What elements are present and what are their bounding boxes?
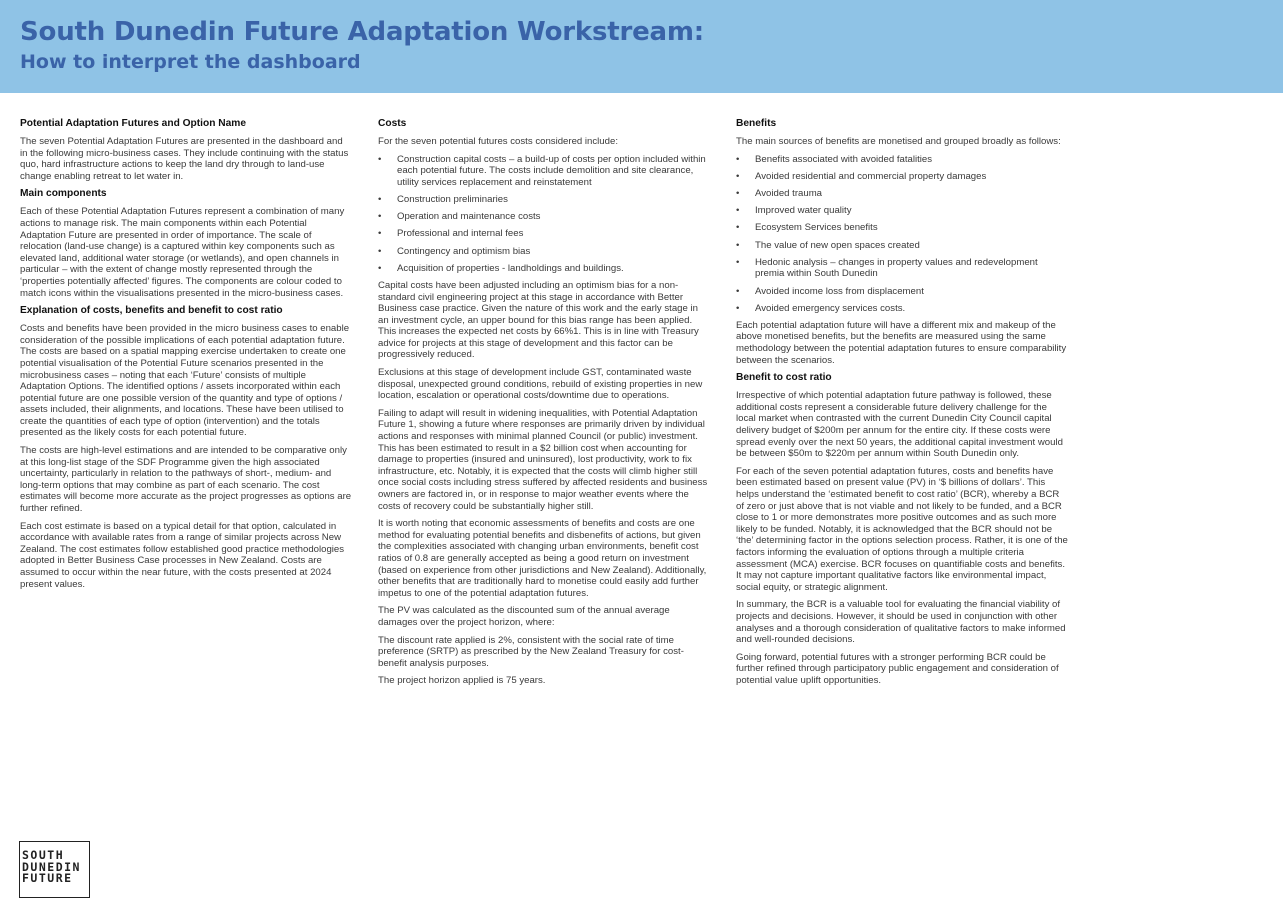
paragraph: Each potential adaptation future will have a different mix and makeup of the above monetised benefits, but the benefits are measured using the same methodology between the potential adaptation futures to ensure comparability between the scenarios. <box>736 319 1067 366</box>
bullet-icon: • <box>736 285 740 297</box>
list-item: • Improved water quality <box>736 205 852 217</box>
paragraph: Failing to adapt will result in widening inequalities, with Potential Adaptation Future 1, showing a future where responses are primarily driven by individual actions and responses with minimal planned Council (or public) investment. This has been estimated to result in a $2 billion cost when accounting for damage to properties (insured and uninsured), lost productivity, work to fix infrastructure, etc. Notably, it is expected that the costs will climb higher still once social costs including stress suffered by affected residents and business owners are factored in, or in response to major weather events where the costs of recovery could be substantially higher still. <box>378 407 708 512</box>
paragraph: Exclusions at this stage of development include GST, contaminated waste disposal, unexpected ground conditions, rebuild of existing properties in new location, escalation or operational costs/downtime due to operations. <box>378 367 703 402</box>
paragraph: Each of these Potential Adaptation Futures represent a combination of many actions to manage risk. The main components within each Potential Adaptation Future are presented in order of importance. The scale of relocation (land-use change) is a captured within key components such as elevated land, additional water storage (or wetlands), and open channels in particular – with the extent of change mostly represented through the ‘properties potentially affected’ figures. The components are colour coded to match icons within the visualisations presented in the micro-business cases. <box>20 206 345 299</box>
south-dunedin-future-logo <box>19 841 90 898</box>
list-item: • The value of new open spaces created <box>736 239 920 251</box>
bullet-icon: • <box>378 211 382 223</box>
bullet-icon: • <box>378 153 382 165</box>
section-heading-futures: Potential Adaptation Futures and Option Name <box>20 118 247 129</box>
paragraph: The costs are high-level estimations and are intended to be comparative only at this long-list stage of the SDF Programme given the high associated uncertainty, particularly in relation to the pathways of short-, medium- and long-term options that may combine as part of each scenario. The cost estimates will become more accurate as the project progresses as options are further refined. <box>20 445 352 515</box>
bullet-icon: • <box>378 193 382 205</box>
list-item: • Avoided emergency services costs. <box>736 302 906 314</box>
paragraph: Costs and benefits have been provided in the micro business cases to enable consideration of the possible implications of each potential adaptation future. The costs are based on a spatial mapping exercise undertaken to create one potential visualisation of the Potential Future scenarios presented in the microbusiness cases – noting that each ‘Future’ consists of multiple Adaptation Options. The identified options / assets incorporated within each potential future are one possible version of the quantity and type of options / assets included, their alignments, and locations. These have been utilised to create the quantities of each type of option (intervention) and the totals presented as the likely costs for each potential future. <box>20 323 350 439</box>
paragraph: For the seven potential futures costs considered include: <box>378 136 618 147</box>
section-heading-main-components: Main components <box>20 188 107 200</box>
section-heading-costs: Costs <box>378 118 407 129</box>
bullet-icon: • <box>736 170 740 182</box>
list-item: • Ecosystem Services benefits <box>736 222 878 234</box>
list-item: • Avoided income loss from displacement <box>736 285 924 297</box>
paragraph: Each cost estimate is based on a typical detail for that option, calculated in accordance with available rates from a range of similar projects across New Zealand. The cost estimates follow established good practice methodologies adopted in Better Business Case processes in New Zealand. Costs are assumed to occur within the near future, with the costs presented at 2024 present values. <box>20 520 345 590</box>
page-subtitle: How to interpret the dashboard <box>20 51 361 73</box>
bullet-icon: • <box>378 245 382 257</box>
header-banner <box>0 0 1283 93</box>
page-title: South Dunedin Future Adaptation Workstream: <box>20 17 704 47</box>
paragraph: In summary, the BCR is a valuable tool for evaluating the financial viability of projects and decisions. However, it should be used in conjunction with other analyses and a thorough consideration of qualitative factors to make informed and well-rounded decisions. <box>736 599 1066 646</box>
list-item: • Acquisition of properties - landholdings and buildings. <box>378 262 624 274</box>
list-item: • Benefits associated with avoided fatalities <box>736 153 933 165</box>
bullet-icon: • <box>736 153 740 165</box>
list-item: • Operation and maintenance costs <box>378 211 541 223</box>
paragraph: Capital costs have been adjusted including an optimism bias for a non-standard civil engineering project at this stage in accordance with Better Business case practice. Given the nature of this work and the early stage in an investment cycle, an upper bound for this bias range has been applied. This increases the expected net costs by 66%1. This is in line with Treasury advice for projects at this stage of development and this factor can be progressively reduced. <box>378 279 699 361</box>
list-item: • Avoided residential and commercial property damages <box>736 170 987 182</box>
logo-line: SOUTH <box>22 848 65 862</box>
list-item: • Avoided trauma <box>736 187 823 199</box>
benefits-list <box>736 154 1068 315</box>
bullet-icon: • <box>736 302 740 314</box>
list-item: • Construction capital costs – a build-up of costs per option included within each potential future. The costs include demolition and site clearance, utility services replacement and reinstatement <box>378 153 706 188</box>
bullet-icon: • <box>736 256 740 268</box>
paragraph: The PV was calculated as the discounted sum of the annual average damages over the project horizon, where: <box>378 605 670 628</box>
costs-list <box>378 154 710 275</box>
list-item: • Professional and internal fees <box>378 228 524 240</box>
section-heading-explanation: Explanation of costs, benefits and benefit to cost ratio <box>20 305 283 317</box>
bullet-icon: • <box>378 262 382 274</box>
paragraph: For each of the seven potential adaptation futures, costs and benefits have been estimated based on present value (PV) in ‘$ billions of dollars’. This helps understand the ‘estimated benefit to cost ratio’ (BCR), whereby a BCR of zero or just above that is not viable and not likely to be funded, and a BCR close to 1 or more demonstrates more positive outcomes and as such more likely to be funded. Notably, it is acknowledged that the BCR should not be ‘the’ determining factor in the options selection process. Rather, it is one of the factors informing the evaluation of options through a multiple criteria assessment (MCA) exercise. BCR focuses on quantifiable costs and benefits. It may not capture important qualitative factors like environmental impact, social equity, or strategic alignment. <box>736 465 1068 593</box>
paragraph: It is worth noting that economic assessments of benefits and costs are one method for evaluating potential benefits and disbenefits of actions, but given the complexities associated with changing urban environments, benefit cost ratios of 0.8 are generally accepted as being a good return on investment (based on experience from other jurisdictions and New Zealand). Additionally, other benefits that are traditionally hard to monetise could easily add further impetus to one of the potential adaptation futures. <box>378 518 707 599</box>
list-item: • Contingency and optimism bias <box>378 245 531 257</box>
section-heading-bcr: Benefit to cost ratio <box>736 372 832 384</box>
paragraph: The project horizon applied is 75 years. <box>378 675 546 687</box>
logo-line: FUTURE <box>22 871 73 885</box>
paragraph: Going forward, potential futures with a stronger performing BCR could be further refined through participatory public engagement and consideration of potential value uplift opportunities. <box>736 651 1059 686</box>
column-benefits <box>736 118 1068 693</box>
paragraph: The main sources of benefits are monetised and grouped broadly as follows: <box>736 136 1061 147</box>
paragraph: The seven Potential Adaptation Futures are presented in the dashboard and in the following micro-business cases. They include continuing with the status quo, hard infrastructure actions to keep the land dry through to land-use change enabling retreat to let water in. <box>20 136 349 182</box>
logo-line: DUNEDIN <box>22 859 81 874</box>
bullet-icon: • <box>736 222 740 234</box>
paragraph: The discount rate applied is 2%, consistent with the social rate of time preference (SRTP) as prescribed by the New Zealand Treasury for cost-benefit analysis purposes. <box>378 634 684 669</box>
bullet-icon: • <box>736 239 740 251</box>
paragraph: Irrespective of which potential adaptation future pathway is followed, these additional costs represent a considerable future delivery challenge for the local market when contrasted with the current Dunedin City Council capital delivery budget of $200m per annum for the entire city. If these costs were spread evenly over the next 50 years, the additional capital investment would be between $50m to $220m per annum within South Dunedin only. <box>736 390 1063 460</box>
bullet-icon: • <box>378 228 382 240</box>
bullet-icon: • <box>736 187 740 199</box>
bullet-icon: • <box>736 205 740 217</box>
list-item: • Hedonic analysis – changes in property values and redevelopment premia within South Dunedin <box>736 256 1038 280</box>
column-costs <box>378 118 710 693</box>
section-heading-benefits: Benefits <box>736 118 777 129</box>
list-item: • Construction preliminaries <box>378 193 508 205</box>
column-options <box>20 118 352 596</box>
